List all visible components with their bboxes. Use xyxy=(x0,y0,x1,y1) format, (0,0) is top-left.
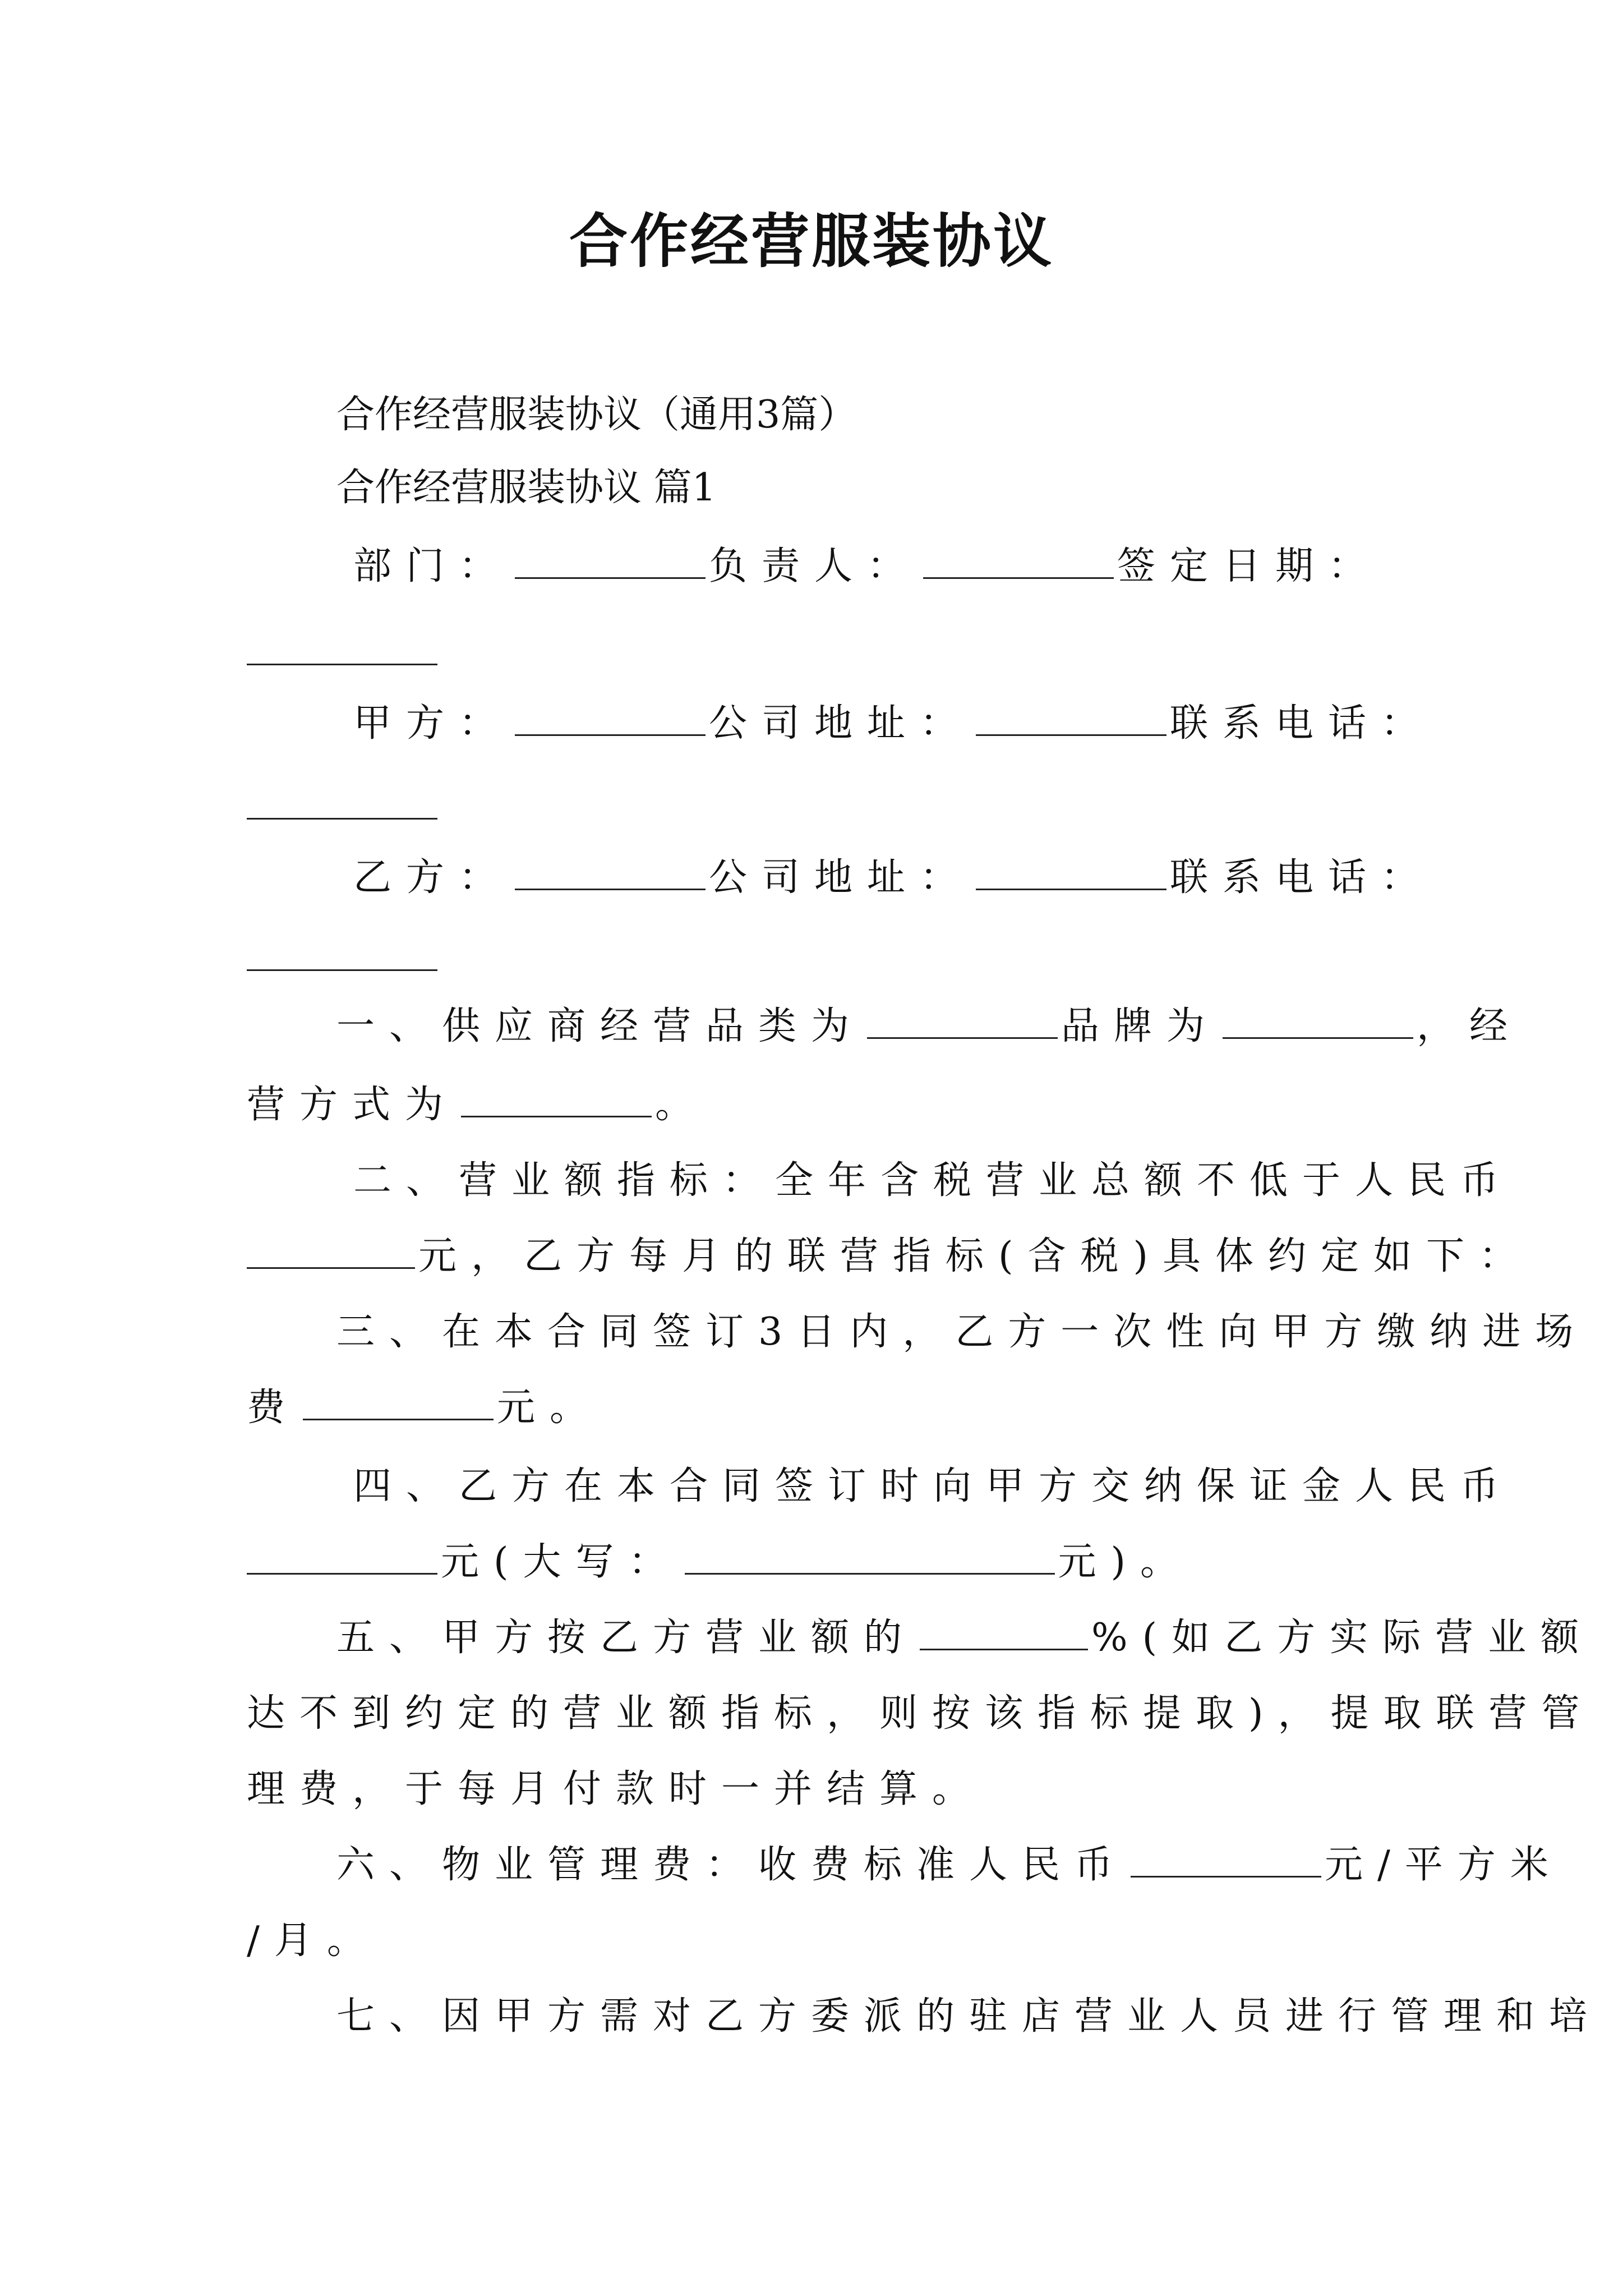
deposit-blank xyxy=(247,1537,437,1575)
clause-1-line-2: 营方式为 。 xyxy=(247,1077,1380,1133)
clause-2-line-2: 元，乙方每月的联营指标(含税)具体约定如下： xyxy=(247,1228,1380,1285)
clause-1-line-1: 一、供应商经营品类为 品牌为 ，经 xyxy=(336,999,1380,1055)
header-fields-row xyxy=(353,539,1380,595)
department-label: 部门： xyxy=(353,544,512,588)
party-b-blank xyxy=(515,853,706,890)
person-in-charge-blank xyxy=(923,541,1114,579)
department-blank xyxy=(515,541,706,579)
part-heading: 合作经营服装协议 篇1 xyxy=(336,466,716,510)
clause-3-line-2: 费 元。 xyxy=(247,1380,1380,1436)
party-a-address-label: 公司地址： xyxy=(709,701,973,746)
turnover-blank xyxy=(247,1231,415,1269)
party-b-address-blank xyxy=(976,853,1166,890)
person-in-charge-label: 负责人： xyxy=(709,544,920,588)
party-a-phone-blank xyxy=(247,816,437,820)
percentage-blank xyxy=(920,1613,1088,1650)
party-b-label: 乙方： xyxy=(353,855,512,900)
party-a-label: 甲方： xyxy=(353,701,512,746)
clause-5-line-3: 理费，于每月付款时一并结算。 xyxy=(247,1767,985,1811)
deposit-words-blank xyxy=(685,1537,1055,1575)
document-subtitle: 合作经营服装协议（通用3篇） xyxy=(336,393,857,437)
clause-2-line-1: 二、营业额指标：全年含税营业总额不低于人民币 xyxy=(353,1158,1514,1203)
party-b-phone-label: 联系电话： xyxy=(1170,855,1434,900)
entry-fee-blank xyxy=(303,1383,494,1420)
clause-4-line-1: 四、乙方在本合同签订时向甲方交纳保证金人民币 xyxy=(353,1464,1514,1508)
party-a-blank xyxy=(515,698,706,736)
party-a-address-blank xyxy=(976,698,1166,736)
document-title: 合作经营服装协议 xyxy=(569,206,1054,275)
clause-3-line-1: 三、在本合同签订3日内，乙方一次性向甲方缴纳进场 xyxy=(336,1310,1588,1354)
clause-6-line-2: /月。 xyxy=(247,1918,380,1963)
clause-7-line-1: 七、因甲方需对乙方委派的驻店营业人员进行管理和培 xyxy=(336,1994,1602,2039)
brand-blank xyxy=(1223,1001,1413,1039)
sign-date-blank xyxy=(247,662,437,665)
party-a-row xyxy=(353,696,1434,752)
sign-date-label: 签定日期： xyxy=(1117,544,1381,588)
clause-6-line-1: 六、物业管理费：收费标准人民币 元/平方米 xyxy=(336,1837,1380,1893)
clause-5-line-1: 五、甲方按乙方营业额的 %(如乙方实际营业额 xyxy=(336,1610,1380,1666)
party-b-row xyxy=(353,850,1434,906)
clause-4-line-2: 元(大写： 元)。 xyxy=(247,1534,1380,1590)
business-mode-blank xyxy=(461,1080,652,1117)
property-fee-blank xyxy=(1131,1840,1321,1878)
party-b-phone-blank xyxy=(247,968,437,971)
party-a-phone-label: 联系电话： xyxy=(1170,701,1434,746)
party-b-address-label: 公司地址： xyxy=(709,855,973,900)
clause-5-line-2: 达不到约定的营业额指标，则按该指标提取)，提取联营管 xyxy=(247,1691,1594,1736)
category-blank xyxy=(867,1001,1058,1039)
